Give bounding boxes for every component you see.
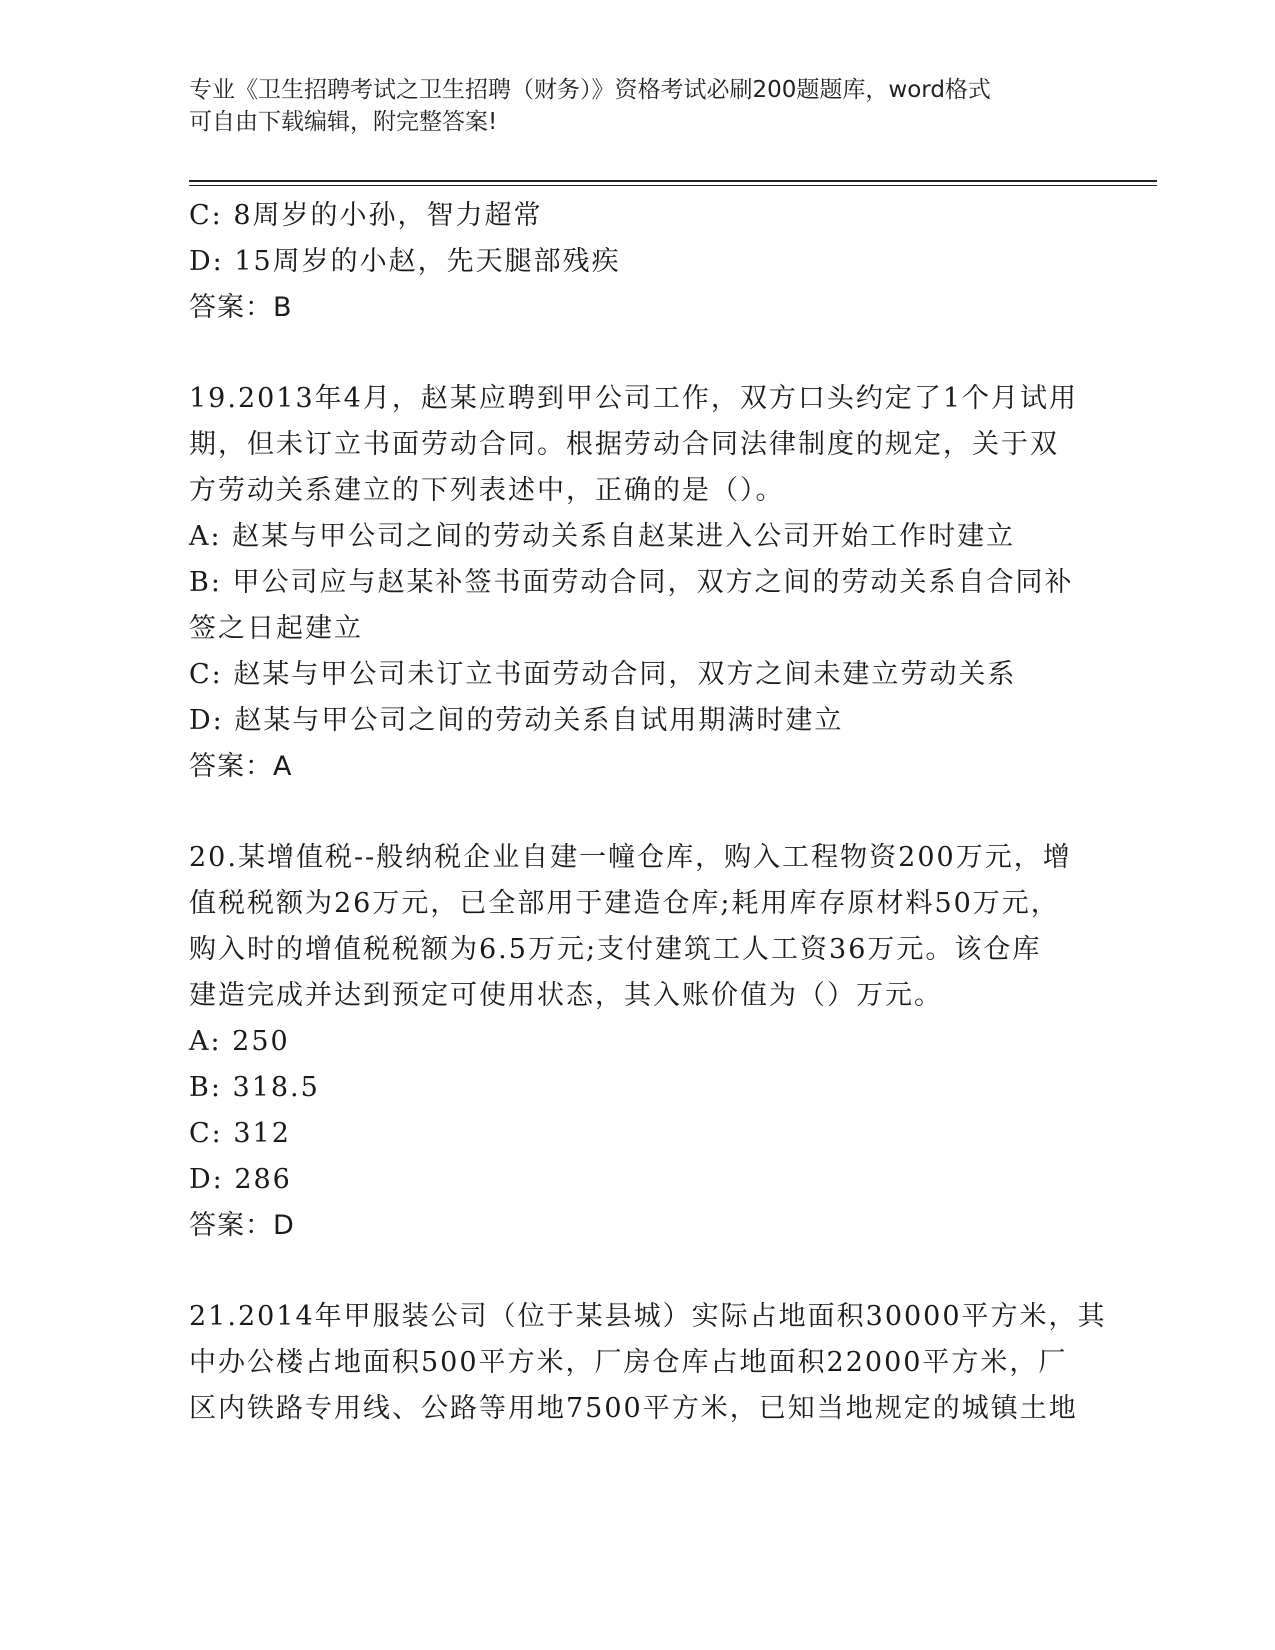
option-b-line-1: B: 甲公司应与赵某补签书面劳动合同，双方之间的劳动关系自合同补 bbox=[189, 567, 1074, 598]
option-a: A: 250 bbox=[189, 1026, 290, 1057]
question-stem-line: 20.某增值税--般纳税企业自建一幢仓库，购入工程物资200万元，增 bbox=[189, 842, 1072, 873]
option-a: A: 赵某与甲公司之间的劳动关系自赵某进入公司开始工作时建立 bbox=[189, 521, 1016, 552]
spacer bbox=[189, 331, 1079, 376]
question-stem-line: 值税税额为26万元，已全部用于建造仓库;耗用库存原材料50万元， bbox=[189, 888, 1060, 919]
answer-label: 答案：D bbox=[189, 1210, 295, 1241]
option-c: C: 8周岁的小孙，智力超常 bbox=[189, 200, 543, 231]
question-20 bbox=[189, 835, 1079, 1249]
header-title-line-2: 可自由下载编辑，附完整答案! bbox=[189, 109, 498, 135]
document-header bbox=[189, 74, 1089, 138]
option-d: D: 赵某与甲公司之间的劳动关系自试用期满时建立 bbox=[189, 705, 844, 736]
question-stem-line: 方劳动关系建立的下列表述中，正确的是（）。 bbox=[189, 475, 785, 506]
option-b-line-2: 签之日起建立 bbox=[189, 613, 363, 644]
question-stem-line: 21.2014年甲服装公司（位于某县城）实际占地面积30000平方米，其 bbox=[189, 1301, 1107, 1332]
option-d: D: 15周岁的小赵，先天腿部残疾 bbox=[189, 246, 621, 277]
header-title-line-1: 专业《卫生招聘考试之卫生招聘（财务）》资格考试必刷200题题库，word格式 bbox=[189, 77, 991, 103]
answer-label: 答案：B bbox=[189, 292, 293, 323]
option-c: C: 赵某与甲公司未订立书面劳动合同，双方之间未建立劳动关系 bbox=[189, 659, 1017, 690]
option-b: B: 318.5 bbox=[189, 1072, 320, 1103]
header-divider bbox=[189, 180, 1157, 182]
question-stem-line: 中办公楼占地面积500平方米，厂房仓库占地面积22000平方米，厂 bbox=[189, 1347, 1068, 1378]
spacer bbox=[189, 1249, 1079, 1294]
option-c: C: 312 bbox=[189, 1118, 291, 1149]
question-stem-line: 区内铁路专用线、公路等用地7500平方米，已知当地规定的城镇土地 bbox=[189, 1393, 1078, 1424]
option-d: D: 286 bbox=[189, 1164, 292, 1195]
question-stem-line: 期，但未订立书面劳动合同。根据劳动合同法律制度的规定，关于双 bbox=[189, 429, 1059, 460]
spacer bbox=[189, 790, 1079, 835]
question-list bbox=[189, 193, 1107, 1432]
question-stem-line: 建造完成并达到预定可使用状态，其入账价值为（）万元。 bbox=[189, 980, 943, 1011]
header-divider-thin bbox=[189, 185, 1157, 186]
question-stem-line: 购入时的增值税税额为6.5万元;支付建筑工人工资36万元。该仓库 bbox=[189, 934, 1042, 965]
question-21 bbox=[189, 1294, 1107, 1432]
question-19 bbox=[189, 376, 1079, 790]
answer-label: 答案：A bbox=[189, 751, 293, 782]
question-stem-line: 19.2013年4月，赵某应聘到甲公司工作，双方口头约定了1个月试用 bbox=[189, 383, 1079, 414]
question-18 bbox=[189, 193, 1079, 331]
